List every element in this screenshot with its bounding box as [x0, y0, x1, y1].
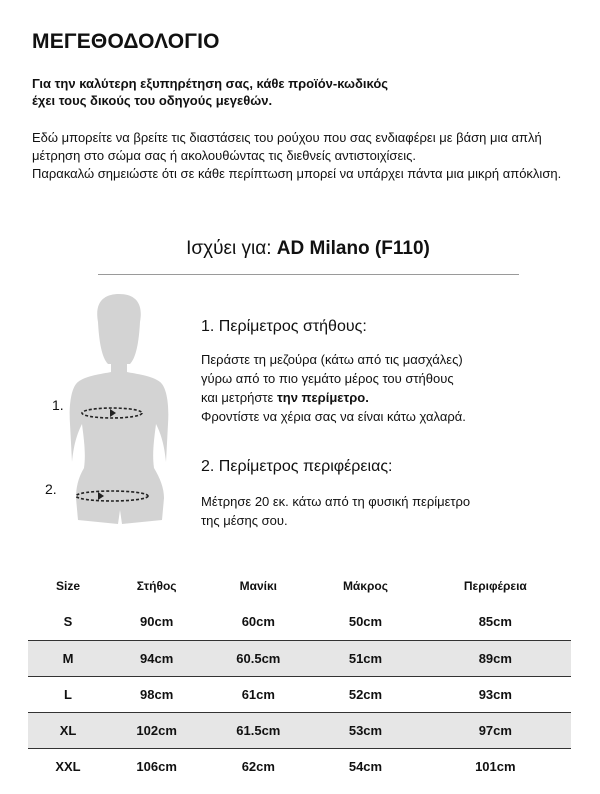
intro-text [32, 129, 572, 183]
cell-length: 50cm [348, 614, 383, 630]
table-row [28, 640, 571, 676]
instruction-line: Περάστε τη μεζούρα (κάτω από τις μασχάλες) [201, 352, 463, 367]
cell-sleeve: 60cm [241, 614, 275, 630]
intro-paragraph: Εδώ μπορείτε να βρείτε τις διαστάσεις του ρούχου που σας ενδιαφέρει με βάση μια απλή μέτρηση στο σώμα σας ή ακολουθώντας τις διεθνείς αντιστοιχίσεις. [32, 130, 542, 163]
instruction-text: και μετρήστε [201, 390, 277, 405]
cell-chest: 90cm [140, 614, 174, 630]
cell-chest: 98cm [140, 686, 174, 702]
table-row [28, 676, 571, 712]
size-table [28, 568, 571, 784]
applies-to-heading [0, 238, 600, 260]
cell-size: XXL [55, 758, 81, 774]
cell-chest: 94cm [140, 650, 174, 666]
page-title: ΜΕΓΕΘΟΔΟΛΟΓΙΟ [32, 30, 220, 53]
cell-length: 52cm [348, 686, 383, 702]
product-name: AD Milano (F110) [276, 238, 430, 259]
figure-label-1: 1. [52, 397, 64, 413]
cell-sleeve: 62cm [241, 758, 275, 774]
intro-paragraph: Παρακαλώ σημειώστε ότι σε κάθε περίπτωση μπορεί να υπάρχει πάντα μια μικρή απόκλιση. [32, 166, 562, 181]
figure-label-2: 2. [45, 481, 57, 497]
cell-length: 54cm [348, 758, 383, 774]
intro-bold-line: Για την καλύτερη εξυπηρέτηση σας, κάθε προϊόν-κωδικός [32, 76, 389, 91]
intro-bold-text [32, 75, 572, 109]
cell-hip: 85cm [478, 614, 512, 630]
cell-size: S [63, 614, 73, 630]
cell-sleeve: 60.5cm [236, 650, 281, 666]
instruction-line: Μέτρησε 20 εκ. κάτω από τη φυσική περίμετρο [201, 494, 471, 509]
table-row [28, 604, 571, 640]
header-size: Size [55, 579, 80, 593]
cell-hip: 89cm [478, 650, 512, 666]
table-row [28, 748, 571, 784]
divider [98, 274, 519, 275]
cell-size: M [62, 650, 74, 666]
cell-sleeve: 61.5cm [236, 722, 281, 738]
intro-bold-line: έχει τους δικούς του οδηγούς μεγεθών. [32, 93, 273, 108]
instruction-line: γύρω από το πιο γεμάτο μέρος του στήθους [201, 371, 454, 386]
table-header-row [28, 568, 571, 604]
cell-hip: 93cm [478, 686, 512, 702]
cell-chest: 106cm [136, 758, 177, 774]
instruction-line: της μέσης σου. [201, 513, 288, 528]
table-row [28, 712, 571, 748]
cell-size: L [64, 686, 72, 702]
applies-prefix: Ισχύει για: [186, 238, 277, 259]
header-chest: Στήθος [136, 579, 177, 593]
cell-length: 53cm [348, 722, 383, 738]
body-silhouette-figure [64, 292, 174, 532]
hip-section-title: 2. Περίμετρος περιφέρειας: [201, 458, 393, 475]
header-sleeve: Μανίκι [239, 579, 278, 593]
instruction-line: Φροντίστε να χέρια σας να είναι κάτω χαλαρά. [201, 409, 466, 424]
instruction-bold-text: την περίμετρο. [276, 390, 369, 405]
header-hip: Περιφέρεια [463, 579, 527, 593]
body-silhouette [70, 294, 169, 524]
cell-size: XL [59, 722, 77, 738]
cell-sleeve: 61cm [241, 686, 275, 702]
chest-instructions [201, 350, 561, 426]
chest-section-title: 1. Περίμετρος στήθους: [201, 318, 367, 335]
cell-length: 51cm [348, 650, 383, 666]
cell-chest: 102cm [136, 722, 177, 738]
header-length: Μάκρος [342, 579, 388, 593]
instruction-line [201, 388, 561, 407]
hip-instructions [201, 492, 561, 530]
cell-hip: 101cm [475, 758, 516, 774]
cell-hip: 97cm [478, 722, 512, 738]
